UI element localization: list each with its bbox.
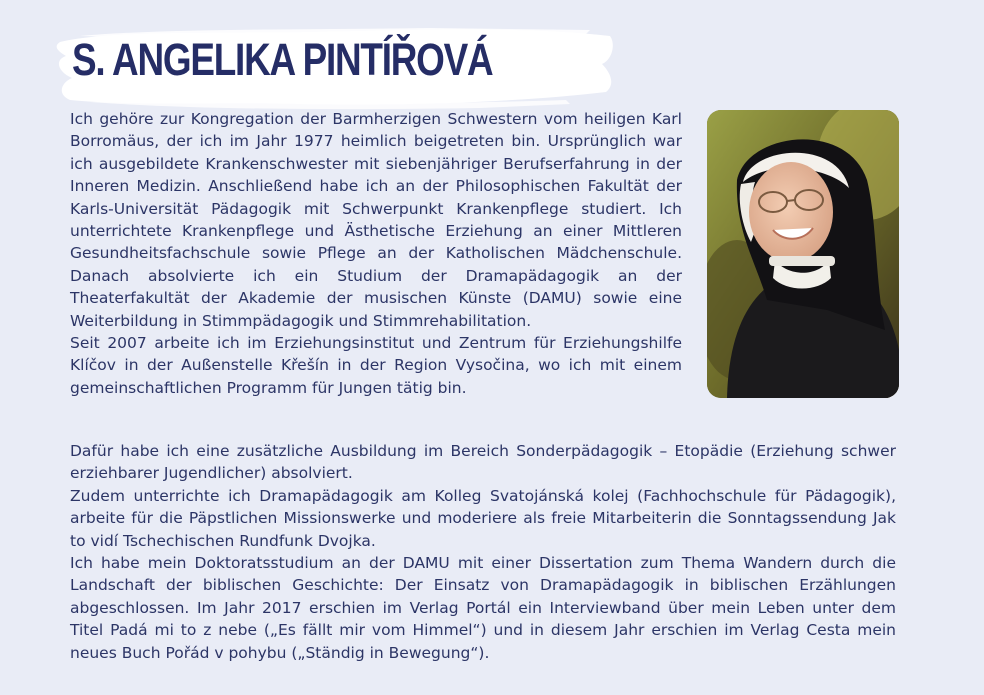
- bio-paragraph: Ich gehöre zur Kongregation der Barmherzigen Schwestern vom heiligen Karl Borromäus, der ich im Jahr 1977 heimlich beigetreten bin. Ursprünglich war ich ausgebildete Krankenschwester mit siebenjähriger Berufserfahrung in der Inneren Medizin. Anschließend habe ich an der Philosophischen Fakultät der Karls-Universität Pädagogik mit Schwerpunkt Krankenpflege studiert. Ich unterrichtete Krankenpflege und Ästhetische Erziehung an einer Mittleren Gesundheitsfachschule sowie Pflege an der Katholischen Mädchenschule. Danach absolvierte ich ein Studium der Dramapädagogik an der Theaterfakultät der Akademie der musischen Künste (DAMU) sowie eine Weiterbildung in Stimmpädagogik und Stimmrehabilitation.: [70, 110, 682, 330]
- bio-paragraph: Seit 2007 arbeite ich im Erziehungsinstitut und Zentrum für Erziehungshilfe Klíčov in der Außenstelle Křešín in der Region Vysočina, wo ich mit einem gemeinschaftlichen Programm für Jungen tätig bin.: [70, 334, 682, 397]
- bio-paragraph: Dafür habe ich eine zusätzliche Ausbildung im Bereich Sonderpädagogik – Etopädie (Erziehung schwer erziehbarer Jugendlicher) absolviert.: [70, 442, 896, 483]
- portrait-photo: [707, 110, 899, 398]
- bio-paragraph: Zudem unterrichte ich Dramapädagogik am Kolleg Svatojánská kolej (Fachhochschule für Pädagogik), arbeite für die Päpstlichen Missionswerke und moderiere als freie Mitarbeiterin die Sonntagssendung Jak to vidí Tschechischen Rundfunk Dvojka.: [70, 486, 896, 550]
- portrait-image: [707, 110, 899, 398]
- page-title: S. ANGELIKA PINTÍŘOVÁ: [72, 34, 493, 85]
- bio-intro-column: [70, 108, 682, 399]
- bio-paragraph: Ich habe mein Doktoratsstudium an der DAMU mit einer Dissertation zum Thema Wandern durch die Landschaft der biblischen Geschichte: Der Einsatz von Dramapädagogik in biblischen Erzählungen abgeschlossen. Im Jahr 2017 erschien im Verlag Portál ein Interviewband über mein Leben unter dem Titel Padá mi to z nebe („Es fällt mir vom Himmel“) und in diesem Jahr erschien im Verlag Cesta mein neues Buch Pořád v pohybu („Ständig in Bewegung“).: [70, 554, 896, 662]
- bio-continued-column: [70, 440, 896, 664]
